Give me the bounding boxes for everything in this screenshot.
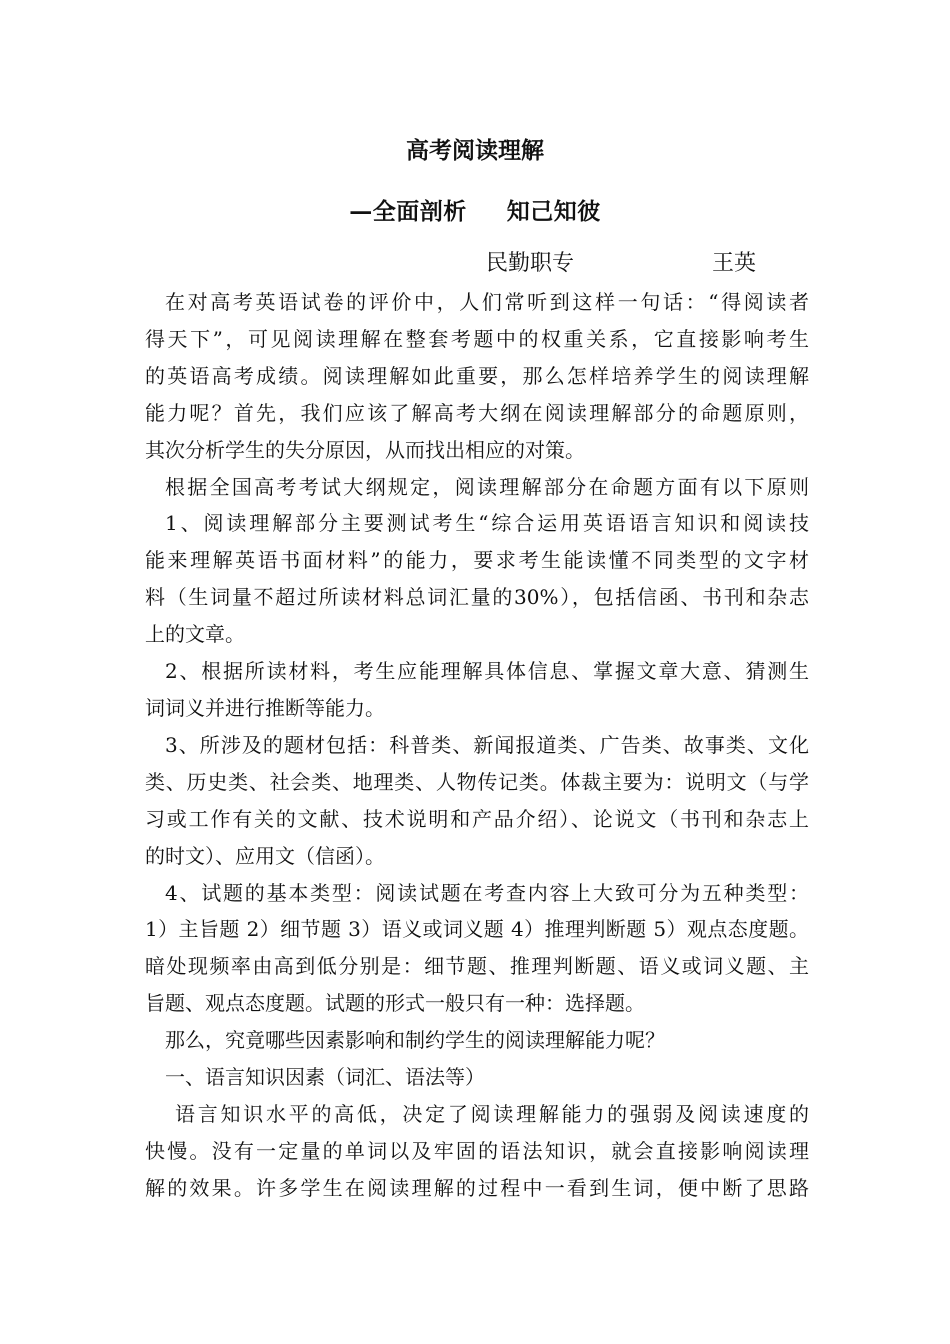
text-line: 能来理解英语书面材料”的能力，要求考生能读懂不同类型的文字材 — [145, 548, 809, 573]
text-line: 2、根据所读材料，考生应能理解具体信息、掌握文章大意、猜测生 — [165, 659, 809, 684]
text-line: 那么，究竟哪些因素影响和制约学生的阅读理解能力呢？ — [165, 1028, 665, 1053]
text-line: 根据全国高考考试大纲规定，阅读理解部分在命题方面有以下原则 — [165, 474, 809, 499]
subtitle-part-1: —全面剖析 — [349, 198, 467, 225]
text-line: 能力呢？首先，我们应该了解高考大纲在阅读理解部分的命题原则， — [145, 400, 809, 425]
text-line: 快慢。没有一定量的单词以及牢固的语法知识，就会直接影响阅读理 — [145, 1138, 809, 1163]
text-line: 习或工作有关的文献、技术说明和产品介绍）、论说文（书刊和杂志上 — [145, 806, 809, 831]
document-body — [145, 284, 809, 1207]
paragraph-principle-2 — [145, 653, 809, 727]
subtitle-part-2: 知己知彼 — [506, 198, 601, 225]
text-line: 3、所涉及的题材包括：科普类、新闻报道类、广告类、故事类、文化 — [165, 732, 809, 757]
text-line: 的英语高考成绩。阅读理解如此重要，那么怎样培养学生的阅读理解 — [145, 363, 809, 388]
author-name: 王英 — [712, 251, 757, 276]
text-line: 类、历史类、社会类、地理类、人物传记类。体裁主要为：说明文（与学 — [145, 769, 809, 794]
paragraph-principle-3 — [145, 727, 809, 875]
text-line: 得天下”，可见阅读理解在整套考题中的权重关系，它直接影响考生 — [145, 326, 809, 351]
author-organization: 民勤职专 — [486, 251, 575, 276]
paragraph-principle-1 — [145, 505, 809, 653]
paragraph-principles — [145, 469, 809, 506]
paragraph-question — [145, 1022, 809, 1059]
section-heading-1 — [145, 1059, 809, 1096]
text-line: 其次分析学生的失分原因，从而找出相应的对策。 — [145, 437, 585, 462]
text-line: 上的文章。 — [145, 622, 245, 647]
text-line: 一、语言知识因素（词汇、语法等） — [165, 1065, 485, 1090]
text-line: 旨题、观点态度题。试题的形式一般只有一种：选择题。 — [145, 991, 645, 1016]
text-line: 解的效果。许多学生在阅读理解的过程中一看到生词，便中断了思路 — [145, 1175, 809, 1200]
text-line: 在对高考英语试卷的评价中，人们常听到这样一句话：“得阅读者 — [165, 290, 809, 314]
text-line: 4、试题的基本类型：阅读试题在考查内容上大致可分为五种类型： — [165, 880, 809, 905]
paragraph-intro — [145, 284, 809, 469]
text-line: 1）主旨题 2）细节题 3）语义或词义题 4）推理判断题 5）观点态度题。 — [145, 917, 809, 942]
text-line: 暗处现频率由高到低分别是：细节题、推理判断题、语义或词义题、主 — [145, 954, 809, 979]
document-title: 高考阅读理解 — [406, 137, 544, 164]
paragraph-principle-4 — [145, 875, 809, 1023]
text-line: 料（生词量不超过所读材料总词汇量的30%），包括信函、书刊和杂志 — [145, 585, 809, 610]
text-line: 语言知识水平的高低，决定了阅读理解能力的强弱及阅读速度的 — [175, 1101, 809, 1126]
text-line: 1、阅读理解部分主要测试考生“综合运用英语语言知识和阅读技 — [165, 511, 809, 536]
text-line: 词词义并进行推断等能力。 — [145, 695, 385, 720]
text-line: 的时文）、应用文（信函）。 — [145, 843, 385, 868]
paragraph-language-knowledge — [145, 1096, 809, 1207]
document-subtitle — [0, 197, 950, 227]
